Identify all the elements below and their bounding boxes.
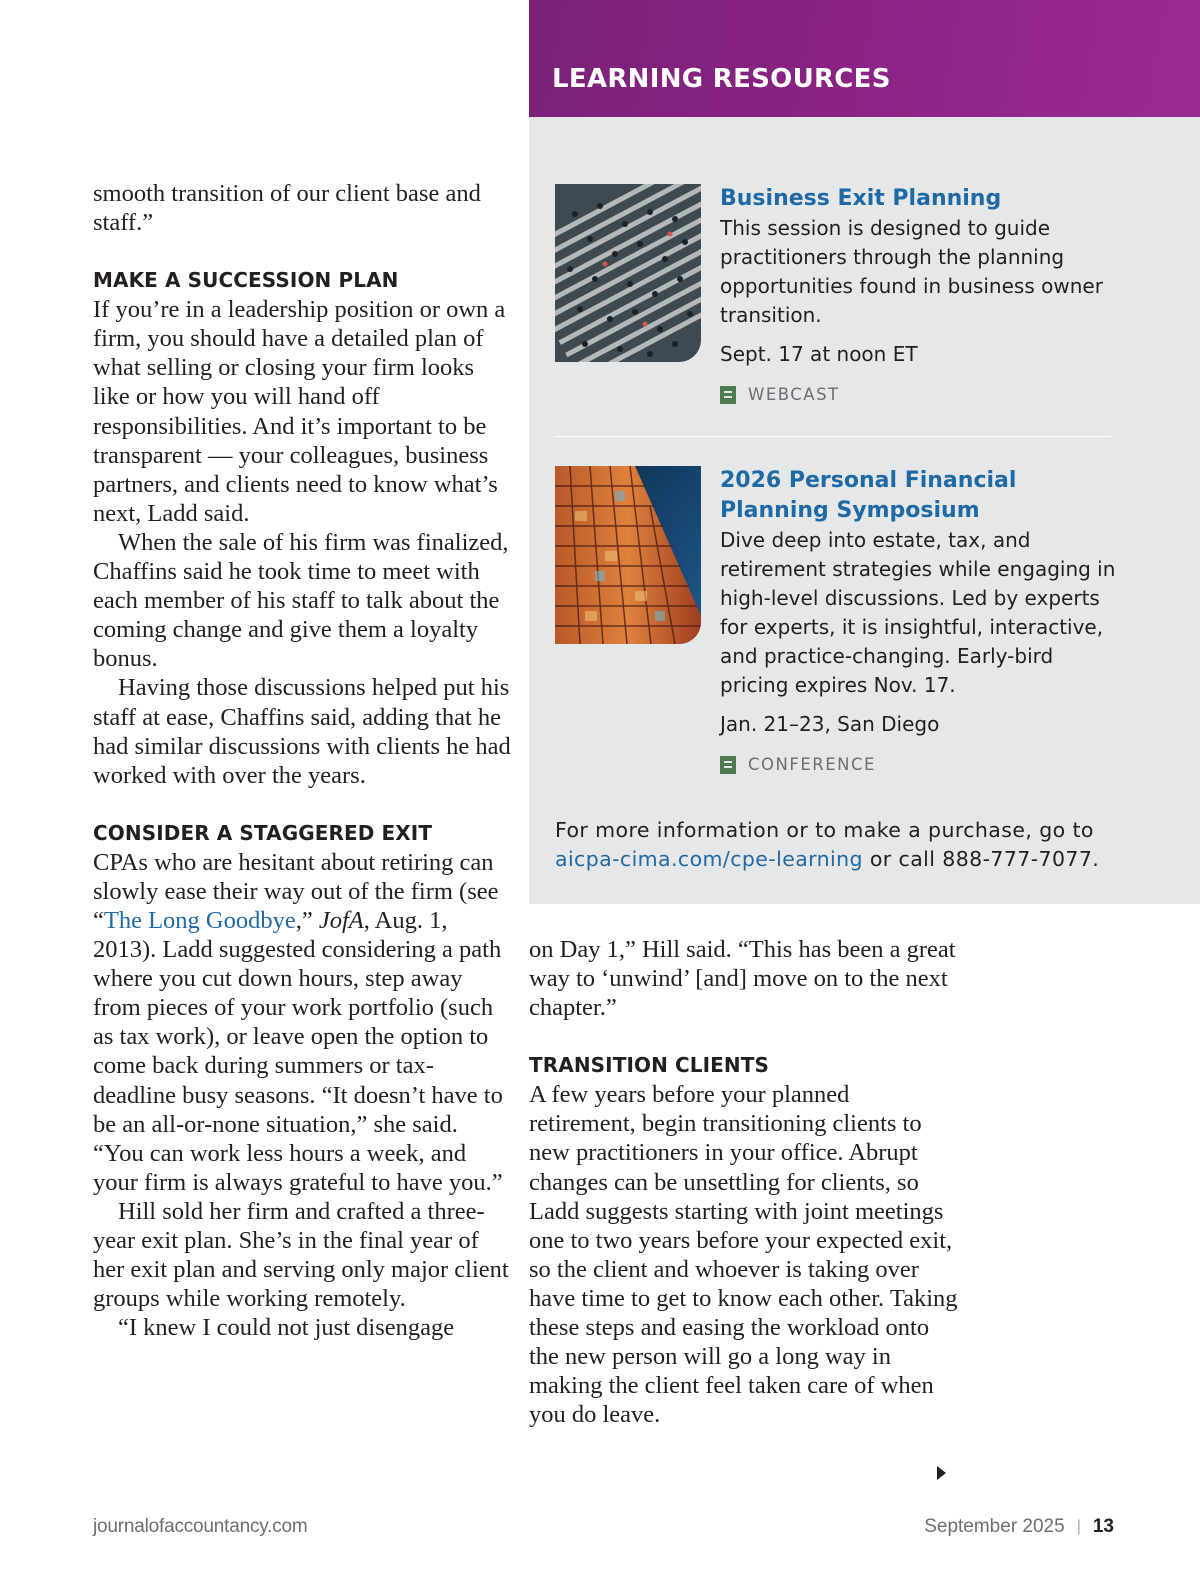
- footer-issue-date: September 2025: [924, 1516, 1065, 1537]
- event-details: [720, 466, 1120, 774]
- event-date: Jan. 21–23, San Diego: [720, 712, 940, 736]
- right-article-column: [529, 935, 959, 1429]
- footer-issue-info: [924, 1516, 1114, 1538]
- continue-arrow-icon: [937, 1466, 946, 1480]
- sidebar-title: LEARNING RESOURCES: [552, 64, 891, 94]
- article-paragraph: If you’re in a leadership position or own a firm, you should have a detailed plan of what selling or closing your firm looks like or how you will hand off responsibilities. And it’s important to be transparent — your colleagues, business partners, and clients need to know what’s next, Ladd said.: [93, 296, 506, 527]
- more-info-line-2: [555, 845, 1155, 874]
- event-type-text: CONFERENCE: [748, 755, 876, 774]
- event-description: This session is designed to guide practitioners through the planning opportunities found in business owner transition.: [720, 216, 1103, 327]
- event-title-link[interactable]: Business Exit Planning: [720, 186, 1002, 211]
- article-paragraph: smooth transition of our client base and staff.”: [93, 180, 481, 237]
- event-divider: [555, 436, 1111, 437]
- learning-resources-sidebar: [529, 0, 1200, 904]
- event-details: [720, 184, 1120, 404]
- paragraph-text: ,”: [295, 906, 319, 934]
- event-type-label: [720, 755, 1120, 774]
- glass-building-photo-icon: [555, 466, 701, 644]
- footer-separator: |: [1076, 1518, 1081, 1535]
- jofa-italic: JofA: [318, 906, 364, 934]
- event-description: Dive deep into estate, tax, and retirement strategies while engaging in high-level discussions. Led by experts for experts, it is insightful, interactive, and practice-changing. Early-bird pricing expires Nov. 17.: [720, 528, 1116, 697]
- article-paragraph: Having those discussions helped put his staff at ease, Chaffins said, adding that he had similar discussions with clients he had worked with over the years.: [93, 674, 511, 789]
- article-paragraph: on Day 1,” Hill said. “This has been a great way to ‘unwind’ [and] move on to the next chapter.”: [529, 936, 956, 1022]
- paragraph-text: CPAs who are hesitant about retiring can slowly ease their way out of the firm (see “: [93, 848, 499, 934]
- document-icon: [720, 386, 736, 404]
- event-title-link[interactable]: 2026 Personal Financial Planning Symposium: [720, 468, 1017, 523]
- document-icon: [720, 756, 736, 774]
- crowd-crosswalk-photo-icon: [555, 184, 701, 362]
- subhead-succession-plan: MAKE A SUCCESSION PLAN: [93, 268, 399, 293]
- sidebar-header-banner: [529, 0, 1200, 117]
- article-paragraph: “I knew I could not just disengage: [118, 1314, 455, 1342]
- paragraph-text: , Aug. 1, 2013). Ladd suggested considering a path where you cut down hours, step away from pieces of your work portfolio (such as tax work), or leave open the option to come back during summers or tax-deadline busy seasons. “It doesn’t have to be an all-or-none situation,” she said. “You can work less hours a week, and your firm is always grateful to have you.”: [93, 906, 503, 1196]
- article-paragraph: When the sale of his firm was finalized, Chaffins said he took time to meet with each member of his staff to talk about the coming change and give them a loyalty bonus.: [93, 528, 509, 673]
- article-paragraph-with-link: [93, 848, 513, 1197]
- crowd-crosswalk-image: [555, 184, 701, 362]
- event-type-text: WEBCAST: [748, 385, 840, 404]
- glass-building-image: [555, 466, 701, 644]
- article-paragraph: A few years before your planned retirement, begin transitioning clients to new practitioners in your office. Abrupt changes can be unsettling for clients, so Ladd suggests starting with joint meetings one to two years before your expected exit, so the client and whoever is taking over have time to get to know each other. Taking these steps and easing the workload onto the new person will go a long way in making the client feel taken care of when you do leave.: [529, 1081, 958, 1429]
- event-type-label: [720, 385, 1120, 404]
- long-goodbye-link[interactable]: The Long Goodbye: [103, 906, 296, 934]
- article-paragraph: Hill sold her firm and crafted a three-year exit plan. She’s in the final year of her exit plan and serving only major client groups while working remotely.: [93, 1197, 509, 1313]
- subhead-staggered-exit: CONSIDER A STAGGERED EXIT: [93, 820, 433, 845]
- subhead-transition-clients: TRANSITION CLIENTS: [529, 1053, 770, 1078]
- page-number: 13: [1092, 1516, 1114, 1537]
- phone-text: or call 888-777-7077.: [862, 847, 1100, 871]
- left-article-column: [93, 179, 513, 1342]
- cpe-learning-link[interactable]: aicpa-cima.com/cpe-learning: [555, 847, 863, 871]
- footer-website: journalofaccountancy.com: [93, 1516, 308, 1537]
- more-info-line: For more information or to make a purchase, go to: [555, 818, 1094, 842]
- more-info-text: [555, 816, 1155, 874]
- event-date: Sept. 17 at noon ET: [720, 342, 918, 366]
